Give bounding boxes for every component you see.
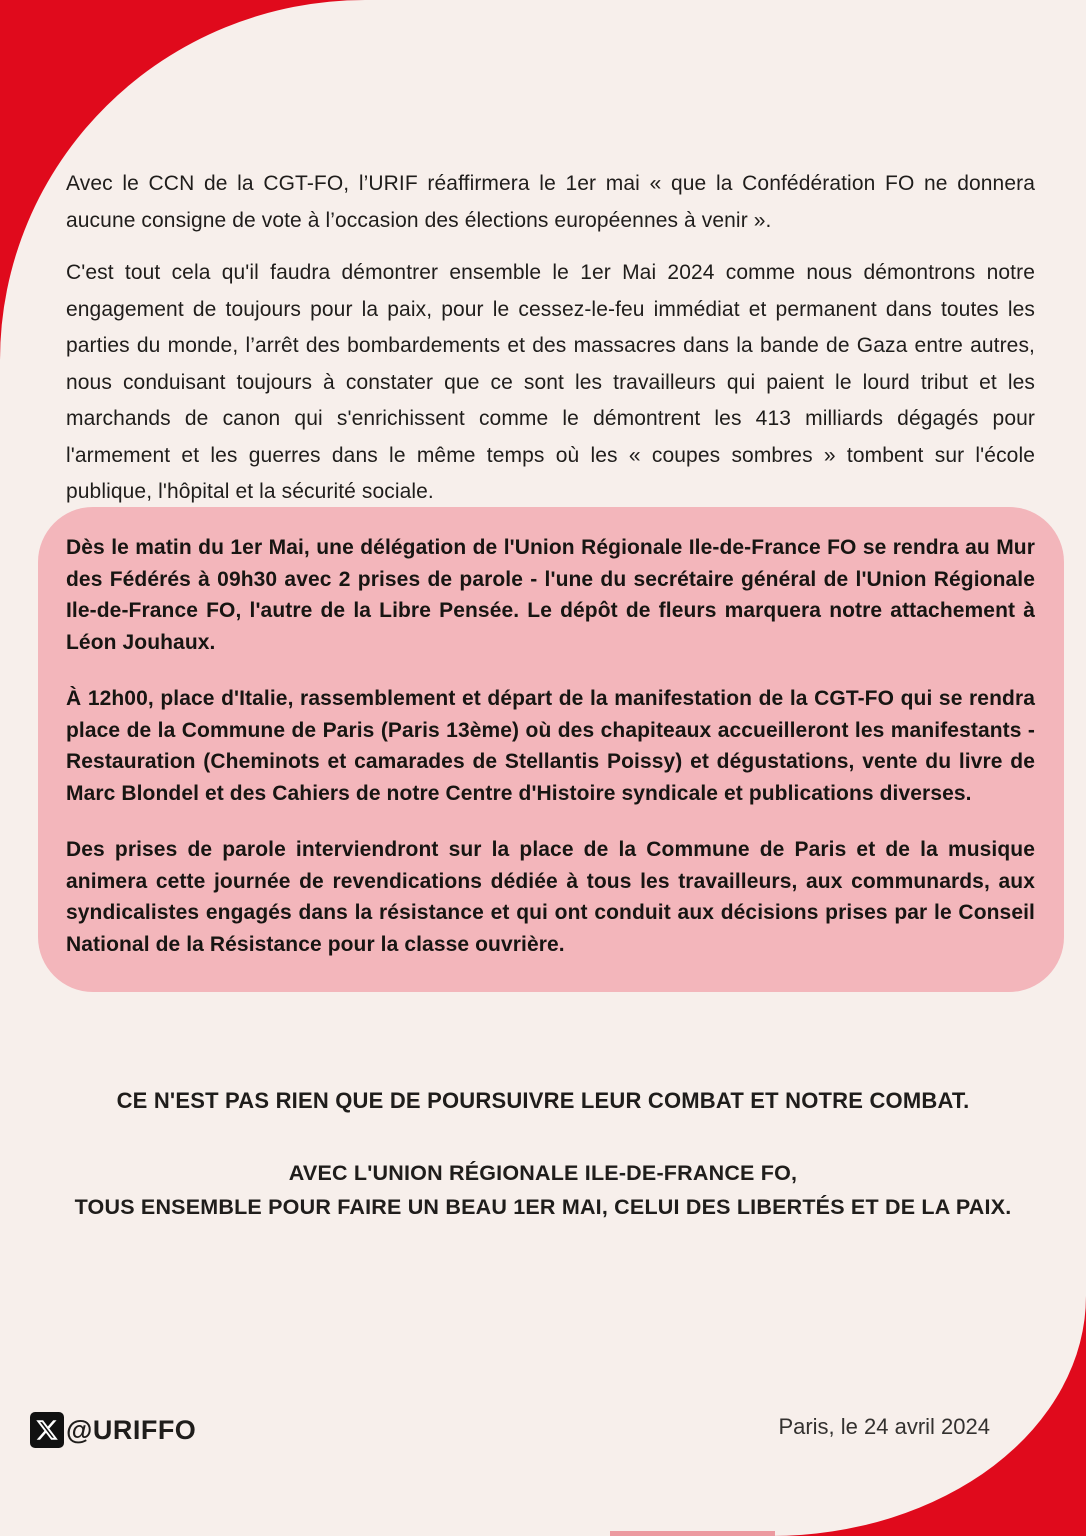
x-twitter-icon <box>30 1412 64 1448</box>
closing-line-2: AVEC L'UNION RÉGIONALE ILE-DE-FRANCE FO, <box>288 1161 798 1185</box>
dateline: Paris, le 24 avril 2024 <box>778 1414 990 1439</box>
closing-statement: CE N'EST PAS RIEN QUE DE POURSUIVRE LEUR COMBAT ET NOTRE COMBAT. <box>116 1088 970 1113</box>
footer-social <box>30 1412 196 1448</box>
intro-paragraph-1: Avec le CCN de la CGT-FO, l’URIF réaffirmera le 1er mai « que la Confédération FO ne donnera aucune consigne de vote à l’occasion des élections européennes à venir ». <box>66 172 1035 232</box>
bottom-edge-strip <box>610 1531 775 1536</box>
highlight-paragraph-3: Des prises de parole interviendront sur la place de la Commune de Paris et de la musique animera cette journée de revendications dédiée à tous les travailleurs, aux communards, aux syndicalistes engagés dans la résistance et qui ont conduit aux décisions prises par le Conseil National de la Résistance pour la classe ouvrière. <box>66 838 1035 956</box>
intro-section <box>66 166 1035 527</box>
intro-paragraph-2: C'est tout cela qu'il faudra démontrer ensemble le 1er Mai 2024 comme nous démontrons notre engagement de toujours pour la paix, pour le cessez-le-feu immédiat et permanent dans toutes les parties du monde, l’arrêt des bombardements et des massacres dans la bande de Gaza entre autres, nous conduisant toujours à constater que ce sont les travailleurs qui paient le lourd tribut et les marchands de canon qui s'enrichissent comme le démontrent les 413 milliards dégagés pour l'armement et les guerres dans le même temps où les « coupes sombres » tombent sur l'école publique, l'hôpital et la sécurité sociale. <box>66 261 1035 503</box>
highlight-box <box>38 507 1064 992</box>
highlight-paragraph-1: Dès le matin du 1er Mai, une délégation de l'Union Régionale Ile-de-France FO se rendra au Mur des Fédérés à 09h30 avec 2 prises de parole - l'une du secrétaire général de l'Union Régionale Ile-de-France FO, l'autre de la Libre Pensée. Le dépôt de fleurs marquera notre attachement à Léon Jouhaux. <box>66 536 1035 654</box>
closing-call-to-action <box>0 1156 1086 1224</box>
highlight-paragraph-2: À 12h00, place d'Italie, rassemblement et départ de la manifestation de la CGT-FO qui se rendra place de la Commune de Paris (Paris 13ème) où des chapiteaux accueilleront les manifestants - Restauration (Cheminots et camarades de Stellantis Poissy) et dégustations, vente du livre de Marc Blondel et des Cahiers de notre Centre d'Histoire syndicale et publications diverses. <box>66 687 1035 805</box>
closing-line-3: TOUS ENSEMBLE POUR FAIRE UN BEAU 1ER MAI, CELUI DES LIBERTÉS ET DE LA PAIX. <box>74 1195 1012 1219</box>
social-handle: @URIFFO <box>66 1414 197 1445</box>
